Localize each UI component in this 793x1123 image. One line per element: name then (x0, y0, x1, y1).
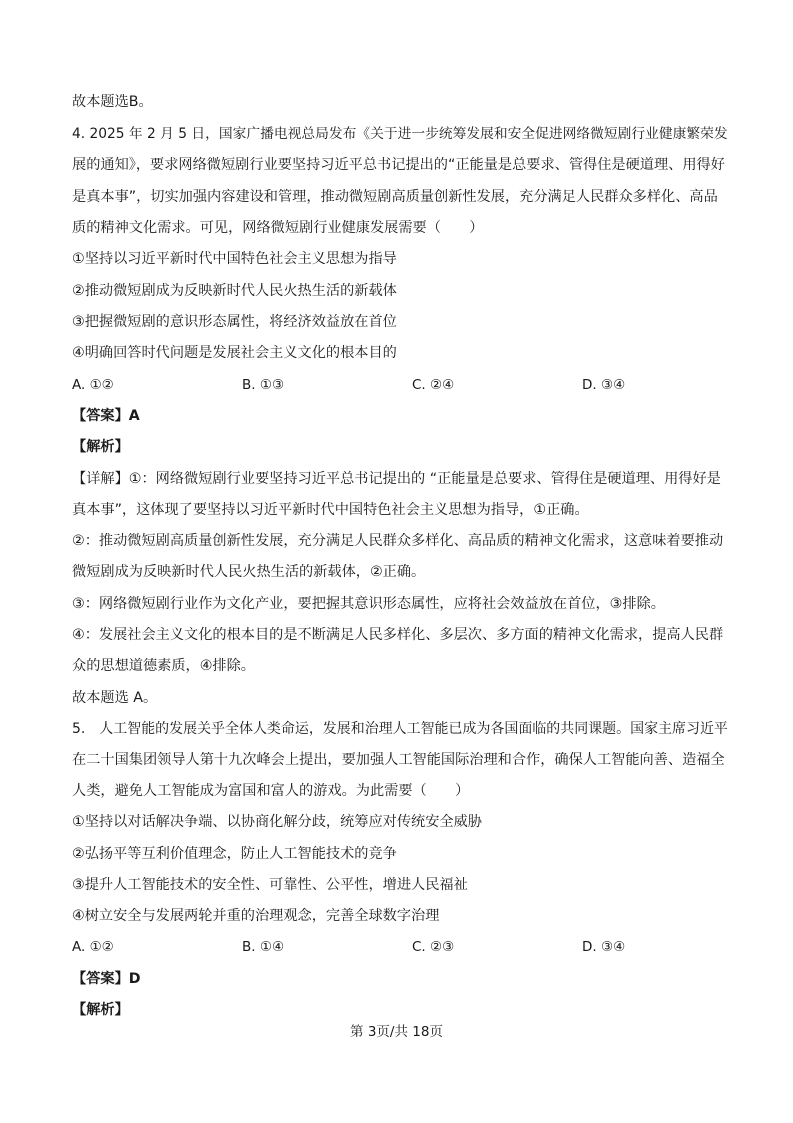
q4-detail-line-7: 众的思想道德素质，④排除。 (72, 658, 255, 674)
q4-detail-line-6: ④：发展社会主义文化的根本目的是不断满足人民多样化、多层次、多方面的精神文化需求，提高人民群 (72, 627, 724, 643)
q5-option-d: D. ③④ (582, 939, 626, 955)
q5-statement-4: ④树立安全与发展两轮并重的治理观念，完善全球数字治理 (72, 908, 440, 924)
q4-option-b: B. ①③ (242, 377, 285, 393)
q5-answer: 【答案】D (72, 971, 141, 987)
q4-option-d: D. ③④ (582, 377, 626, 393)
q4-detail-line-4: 微短剧成为反映新时代人民火热生活的新载体，②正确。 (72, 564, 426, 580)
q5-statement-3: ③提升人工智能技术的安全性、可靠性、公平性，增进人民福祉 (72, 877, 468, 893)
q5-option-a: A. ①② (72, 939, 114, 955)
q5-statement-1: ①坚持以对话解决争端、以协商化解分歧，统筹应对传统安全威胁 (72, 814, 482, 830)
q5-option-c: C. ②③ (412, 939, 455, 955)
q5-stem-line-2: 在二十国集团领导人第十九次峰会上提出，要加强人工智能国际治理和合作，确保人工智能向善、造福全 (72, 752, 725, 768)
q4-option-a: A. ①② (72, 377, 114, 393)
prev-answer-conclusion: 故本题选B。 (72, 94, 153, 110)
q4-conclusion: 故本题选 A。 (72, 690, 158, 706)
q4-detail-line-5: ③：网络微短剧行业作为文化产业，要把握其意识形态属性，应将社会效益放在首位，③排除。 (72, 596, 665, 612)
q5-statement-2: ②弘扬平等互利价值理念，防止人工智能技术的竞争 (72, 846, 397, 862)
q4-statement-3: ③把握微短剧的意识形态属性，将经济效益放在首位 (72, 314, 397, 330)
q4-stem-line-4: 质的精神文化需求。可见，网络微短剧行业健康发展需要（ ） (72, 220, 484, 236)
q4-stem-line-2: 展的通知》，要求网络微短剧行业要坚持习近平总书记提出的“正能量是总要求、管得住是硬道理、用得好 (72, 157, 725, 173)
q4-stem-line-1: 4. 2025 年 2 月 5 日，国家广播电视总局发布《关于进一步统筹发展和安全促进网络微短剧行业健康繁荣发 (72, 126, 728, 142)
q4-analysis-heading: 【解析】 (72, 439, 129, 455)
q4-statement-4: ④明确回答时代问题是发展社会主义文化的根本目的 (72, 345, 397, 361)
q4-statement-1: ①坚持以习近平新时代中国特色社会主义思想为指导 (72, 251, 397, 267)
q4-stem-line-3: 是真本事”，切实加强内容建设和管理，推动微短剧高质量创新性发展，充分满足人民群众多样化、高品 (72, 189, 718, 205)
q4-detail-line-3: ②：推动微短剧高质量创新性发展，充分满足人民群众多样化、高品质的精神文化需求，这意味着要推动 (72, 533, 724, 549)
q5-analysis-heading: 【解析】 (72, 1002, 129, 1018)
q5-stem-line-3: 人类，避免人工智能成为富国和富人的游戏。为此需要（ ） (72, 783, 470, 799)
q4-detail-line-1: 【详解】①：网络微短剧行业要坚持习近平总书记提出的 “正能量是总要求、管得住是硬道理、用得好是 (72, 471, 721, 487)
q4-option-c: C. ②④ (412, 377, 455, 393)
q4-answer: 【答案】A (72, 408, 140, 424)
q4-detail-line-2: 真本事”，这体现了要坚持以习近平新时代中国特色社会主义思想为指导，①正确。 (72, 502, 589, 518)
page-footer: 第 3页/共 18页 (350, 1024, 443, 1040)
q5-stem-line-1: 5. 人工智能的发展关乎全体人类命运，发展和治理人工智能已成为各国面临的共同课题。国家主席习近平 (72, 721, 728, 737)
q5-option-b: B. ①④ (242, 939, 285, 955)
q4-statement-2: ②推动微短剧成为反映新时代人民火热生活的新载体 (72, 283, 397, 299)
